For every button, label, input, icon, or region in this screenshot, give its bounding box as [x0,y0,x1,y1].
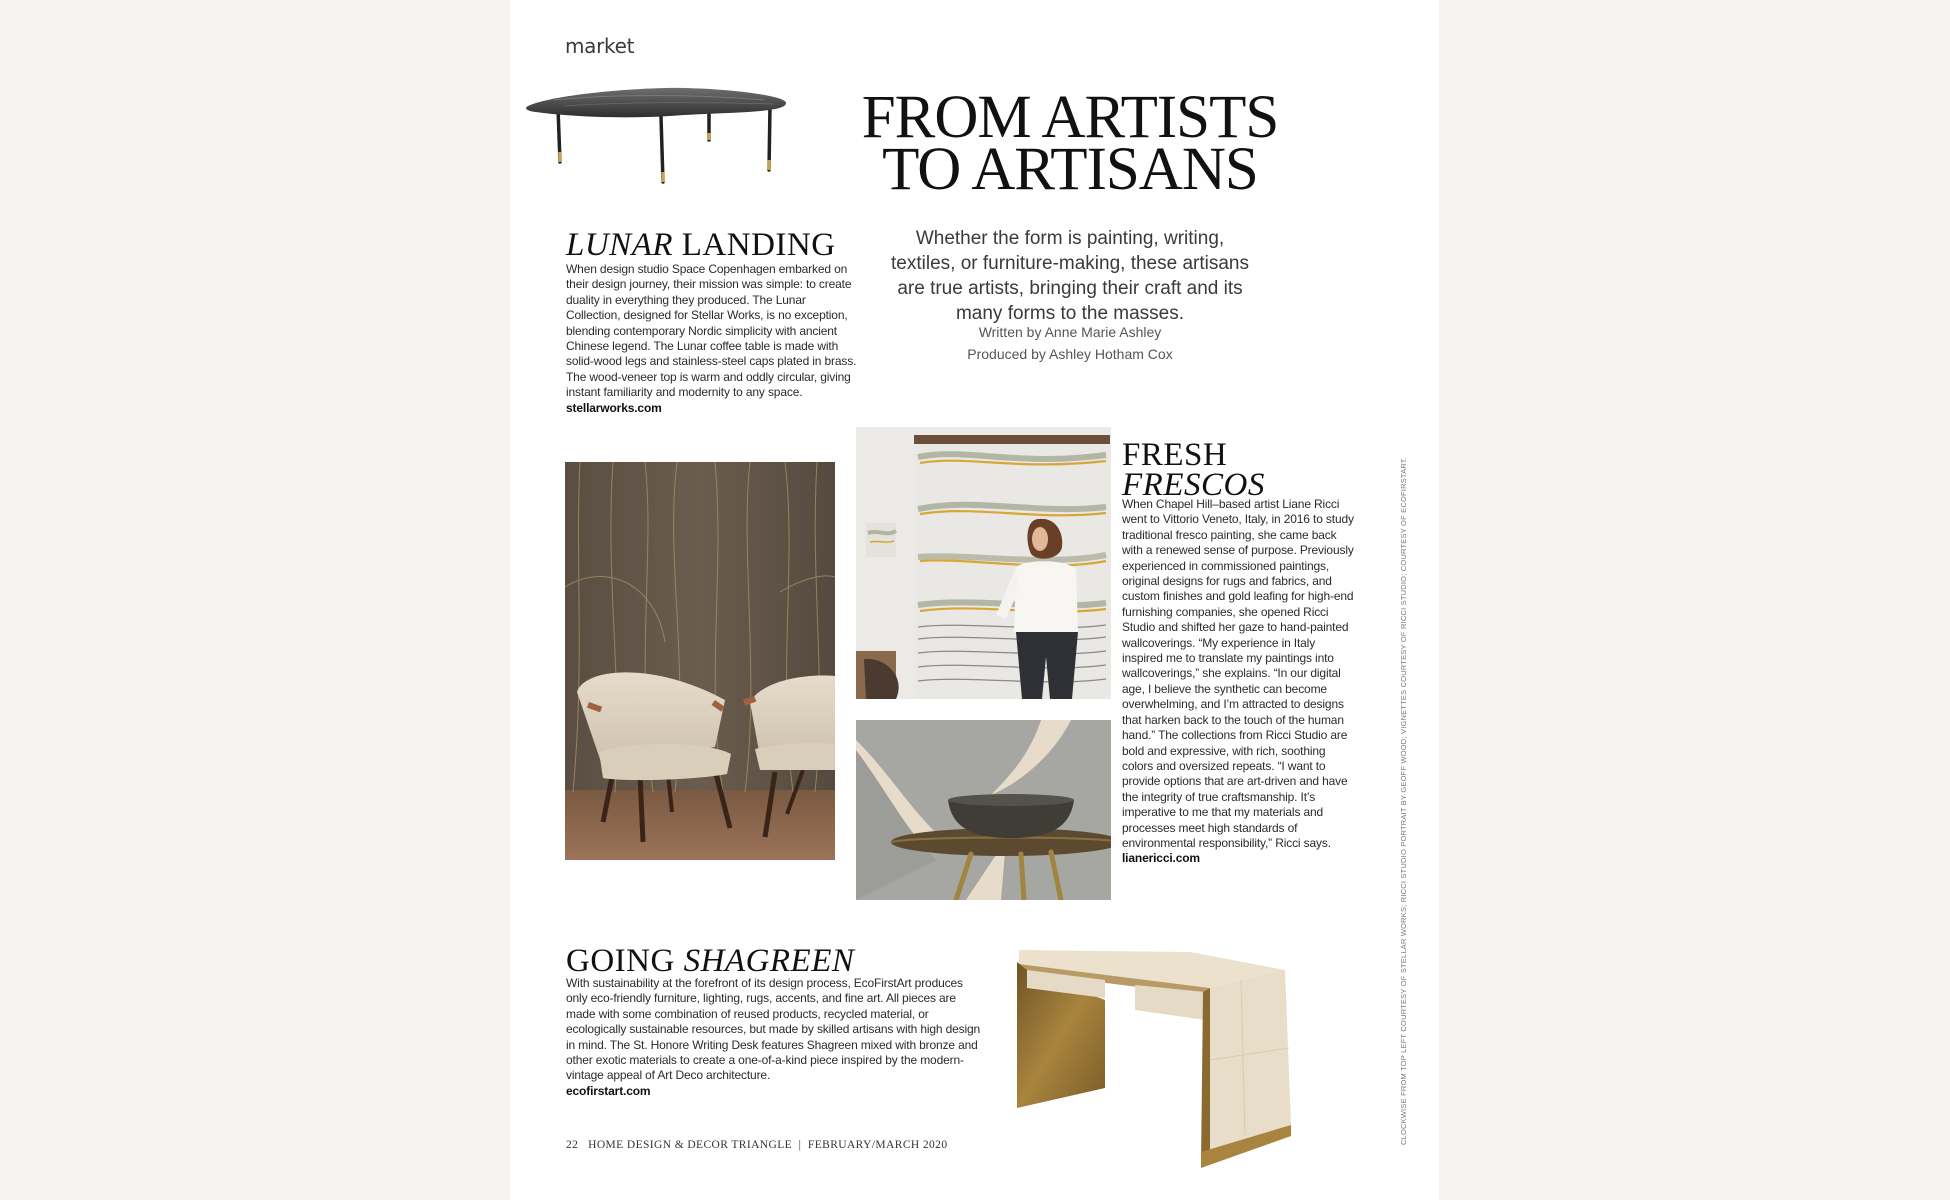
page-folio [566,1139,947,1151]
stellarworks-link[interactable]: stellarworks.com [566,400,662,415]
article-title [840,84,1300,203]
body-copy: When Chapel Hill–based artist Liane Ricci went to Vittorio Veneto, Italy, in 2016 to study traditional fresco painting, she came back with a renewed sense of purpose. Previously experienced in commissioned paintings, original designs for rugs and fabrics, and custom finishes and gold leafing for high-end furnishing companies, she opened Ricci Studio and shifted her gaze to hand-painted wallcoverings. “My experience in Italy inspired me to translate my paintings into wallcoverings,” she explains. “In our digital age, I believe the synthetic can become overwhelming, and I’m attracted to designs that harken back to the touch of the human hand.” The collections from Ricci Studio are bold and expressive, with rich, soothing colors and oversized repeats. “I want to provide options that are art-driven and have the integrity of true craftsmanship. It’s imperative to me that my materials and processes meet high standards of environmental responsibility,” Ricci says. [1122,497,1354,850]
lunar-landing-body [566,262,862,416]
publication-name: HOME DESIGN & DECOR TRIANGLE [588,1139,793,1151]
photo-credit: CLOCKWISE FROM TOP LEFT COURTESY OF STELLAR WORKS; RICCI STUDIO PORTRAIT BY GEOFF WOOD; VIGNETTES COURTESY OF RICCI STUDIO; COURTESY OF ECOFIRSTART. [1399,456,1408,1145]
chairs-image [565,462,835,860]
coffee-table-image [524,84,792,184]
portrait-image [856,427,1111,699]
headline-italic: FRESCOS [1122,467,1265,503]
page-number: 22 [566,1139,579,1151]
fresh-frescos-headline [1122,437,1265,503]
going-shagreen-body [566,976,986,1099]
body-copy: When design studio Space Copenhagen embarked on their design journey, their mission was simple: to create duality in everything they produced. The Lunar Collection, designed for Stellar Works, is no exception, blending contemporary Nordic simplicity with ancient Chinese legend. The Lunar coffee table is made with solid-wood legs and stainless-steel caps plated in brass. The wood-veneer top is warm and oddly circular, giving instant familiarity and modernity to any space. [566,262,857,400]
vignette-image [856,720,1111,900]
headline-roman: LANDING [673,227,836,263]
lianericci-link[interactable]: lianericci.com [1122,851,1200,866]
section-label: market [565,34,635,58]
article-deck: Whether the form is painting, writing, textiles, or furniture-making, these artisans are true artists, bringing their craft and its many forms to the masses. [891,228,1249,324]
byline [890,321,1250,365]
headline-italic: SHAGREEN [683,943,855,979]
body-copy: With sustainability at the forefront of its design process, EcoFirstArt produces only eco-friendly furniture, lighting, rugs, accents, and fine art. All pieces are made with some combination of reused products, recycled material, or ecologically sustainable resources, but made by skilled artisans with high design in mind. The St. Honore Writing Desk features Shagreen mixed with bronze and other exotic materials to create a one-of-a-kind piece inspired by the modern-vintage appeal of Art Deco architecture. [566,976,981,1083]
written-by: Written by Anne Marie Ashley [978,324,1162,340]
magazine-page [510,0,1439,1200]
headline-italic: LUNAR [566,227,674,263]
ecofirstart-link[interactable]: ecofirstart.com [566,1083,651,1098]
lunar-landing-headline [566,227,836,263]
fresh-frescos-body [1122,497,1358,867]
title-line-1: FROM ARTISTS [861,84,1279,151]
headline-roman: FRESH [1122,437,1228,473]
produced-by: Produced by Ashley Hotham Cox [967,346,1173,362]
folio-separator: | [798,1139,802,1151]
title-line-2: TO ARTISANS [882,136,1258,203]
headline-roman: GOING [566,943,684,979]
desk-image [1005,940,1305,1175]
going-shagreen-headline [566,943,855,979]
issue-date: FEBRUARY/MARCH 2020 [807,1139,948,1151]
